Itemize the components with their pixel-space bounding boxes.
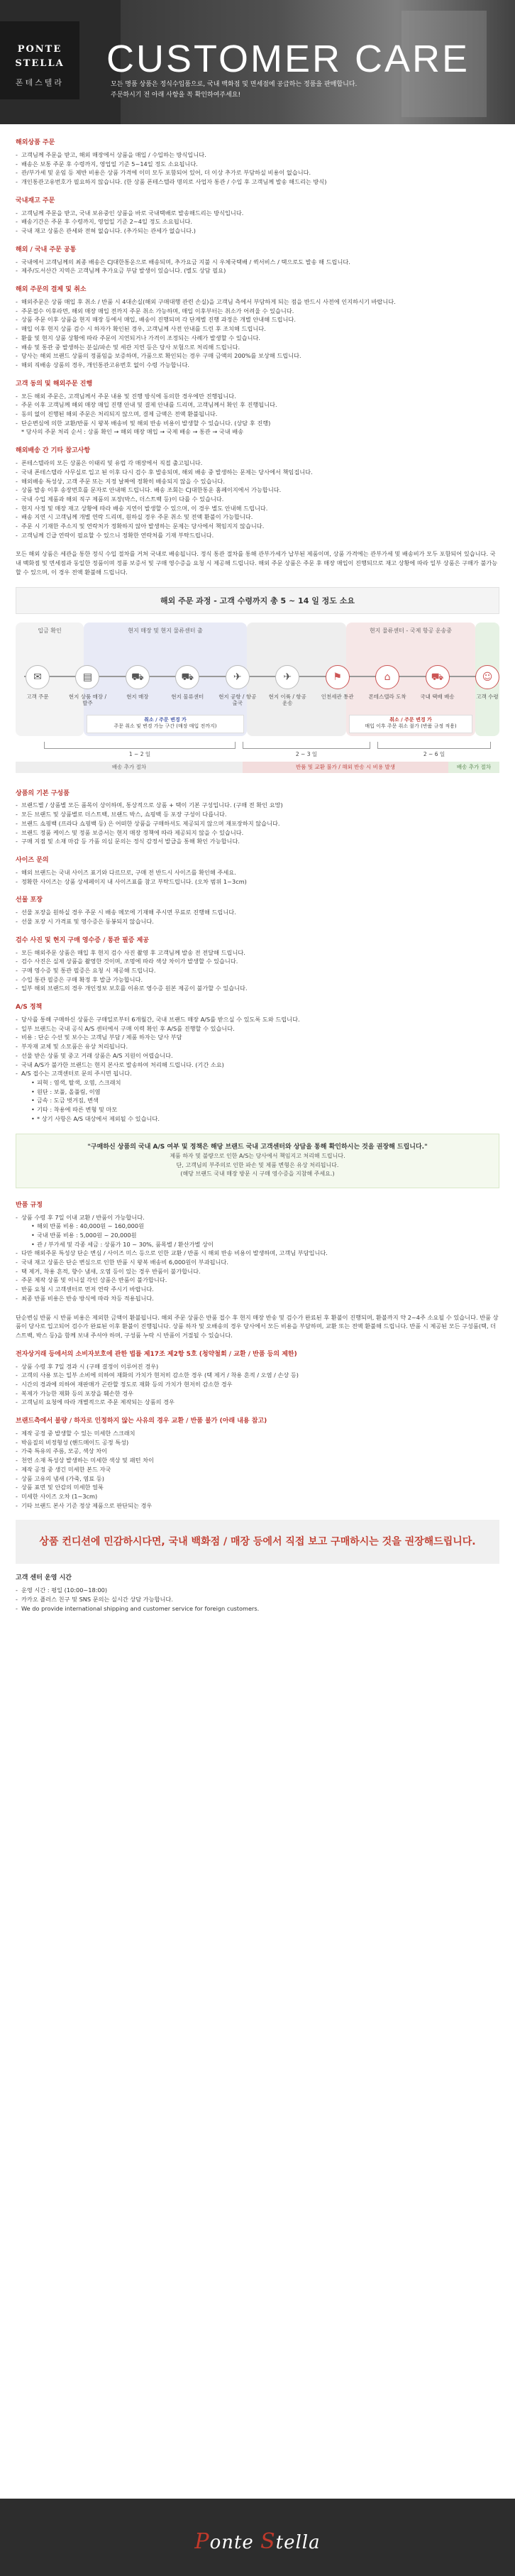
diagram-stage — [16, 623, 499, 775]
logo-initial: S — [260, 2529, 276, 2554]
section-title: 전자상거래 등에서의 소비자보호에 관한 법률 제17조 제2항 5호 (청약철회 / 교환 / 반품 등의 제한) — [16, 1350, 297, 1358]
list-item: - 관/부가세 및 운임 등 제반 비용은 상품 가격에 이미 모두 포함되어 있어, 더 이상 추가로 부담하실 비용이 없습니다. — [16, 168, 499, 177]
step-icon: ⌂ — [375, 665, 399, 689]
list-item: - 부자재 교체 및 소모품은 유상 처리됩니다. — [16, 1042, 499, 1051]
section-list — [16, 948, 499, 994]
section-title: 사이즈 문의 — [16, 856, 49, 864]
list-item: - 가죽 특유의 주름, 모공, 색상 차이 — [16, 1447, 499, 1456]
sub-list-item: • 피혁 : 염색, 탈색, 오염, 스크래치 — [16, 1078, 499, 1087]
brand-korean: 폰테스텔라 — [15, 78, 65, 88]
section — [16, 896, 499, 926]
step-icon: ✉ — [26, 665, 50, 689]
list-item: - 단순변심에 의한 교환/반품 시 왕복 배송비 및 해외 반송 비용이 발생할 수 있습니다. (상담 후 진행) — [16, 419, 499, 428]
zone-label: 입금 확인 — [38, 627, 62, 634]
list-item: - 주문 시 기재한 주소지 및 연락처가 정확하지 않아 발생하는 문제는 당사에서 책임지지 않습니다. — [16, 522, 499, 531]
sub-list-item: • 원단 : 보풀, 올풀림, 이염 — [16, 1087, 499, 1097]
step-label: 고객 수령 — [476, 693, 499, 700]
list-item: - 선물 받은 상품 및 중고 거래 상품은 A/S 지원이 어렵습니다. — [16, 1051, 499, 1060]
section — [16, 197, 499, 236]
brace-phase3 — [377, 742, 491, 749]
list-item: - 천연 소재 특성상 발생하는 미세한 색상 및 패턴 차이 — [16, 1456, 499, 1465]
list-item: - 다만 해외주문 특성상 단순 변심 / 사이즈 미스 등으로 인한 교환 / 반품 시 해외 반송 비용이 발생하며, 고객님 부담입니다. — [16, 1249, 499, 1258]
list-item: - 미세한 사이즈 오차 (1~3cm) — [16, 1492, 499, 1501]
list-item: - 선물 포장 시 가격표 및 영수증은 동봉되지 않습니다. — [16, 917, 499, 926]
step-label: 폰테스텔라 도착 — [368, 693, 406, 700]
section — [16, 1417, 499, 1510]
list-item: - 상품 수령 후 7일 이내 교환 / 반품이 가능합니다. — [16, 1213, 499, 1222]
note-text: 주문 취소 및 변경 가능 구간 (매장 매입 전까지) — [113, 723, 217, 729]
list-item: - 구매 영수증 및 통관 필증은 요청 시 제공해 드립니다. — [16, 966, 499, 975]
list-item: - 고객님의 요청에 따라 개별적으로 주문 제작되는 상품의 경우 — [16, 1398, 499, 1407]
list-item: - 상품 발송 이후 송장번호를 문자로 안내해 드립니다. 배송 조회는 CJ대한통운 홈페이지에서 가능합니다. — [16, 486, 499, 495]
list-item: - 고객님께 긴급 연락이 필요할 수 있으니 정확한 연락처를 기재 부탁드립니다. — [16, 531, 499, 540]
section-list — [16, 1429, 499, 1510]
sub-list-item: • 국내 반품 비용 : 5,000원 ~ 20,000원 — [16, 1231, 499, 1240]
section — [16, 1201, 499, 1303]
brace-label-phase1: 1 ~ 2 일 — [128, 750, 151, 757]
list-item: - 모든 브랜드 및 상품별로 더스트백, 브랜드 박스, 쇼핑백 등 포장 구성이 다릅니다. — [16, 810, 499, 819]
sub-list-item: • 관 / 부가세 및 각종 세금 : 상품가 10 ~ 30%, 품목별 / 환산가별 상이 — [16, 1240, 499, 1249]
list-item: - 택 제거, 착용 흔적, 향수 냄새, 오염 등이 있는 경우 반품이 불가합니다. — [16, 1267, 499, 1276]
section-title: 고객 동의 및 해외주문 진행 — [16, 380, 93, 388]
list-item: - We do provide international shipping and customer service for foreign customers. — [16, 1604, 499, 1613]
list-item: - 기타 브랜드 본사 기준 정상 제품으로 판단되는 경우 — [16, 1501, 499, 1511]
list-item: - 국내 재고 상품은 단순 변심으로 인한 반품 시 왕복 배송비 6,000원이 부과됩니다. — [16, 1258, 499, 1267]
list-item: - 브랜드 쇼핑백 (프라다 쇼핑백 등) 은 어떠한 상품을 구매하셔도 제공되지 않으며 재포장하지 않습니다. — [16, 819, 499, 828]
step-label: 현지 매장 — [126, 693, 149, 700]
brand-line1: PONTE — [17, 44, 62, 55]
step-icon: ⚑ — [326, 665, 350, 689]
notice-line2: 제품 하자 및 불량으로 인한 A/S는 당사에서 책임지고 처리해 드립니다. — [170, 1153, 345, 1160]
order-process-diagram — [16, 587, 499, 775]
section — [16, 380, 499, 437]
brace-phase2 — [243, 742, 370, 749]
list-item: - 운영 시간 : 평일 (10:00~18:00) — [16, 1586, 499, 1595]
list-item: - 주문 이후 고객님께 해외 매장 매입 진행 안내 및 결제 안내를 드리며, 고객님께서 확인 후 진행됩니다. — [16, 400, 499, 410]
step-label: 인천세관 통관 — [321, 693, 354, 700]
logo-word: tella — [275, 2532, 321, 2553]
list-item: - 제주/도서산간 지역은 고객님께 추가요금 부담 발생이 있습니다. (별도 상담 필요) — [16, 266, 499, 275]
section-title: 브랜드측에서 불량 / 하자로 인정하지 않는 사유의 경우 교환 / 반품 불가 (아래 내용 참고) — [16, 1418, 267, 1425]
logo-word: onte — [209, 2532, 261, 2553]
section — [16, 446, 499, 539]
brand-line2: STELLA — [15, 58, 65, 70]
list-item: - 정확한 사이즈는 상품 상세페이지 내 사이즈표를 참고 부탁드립니다. (오차 범위 1~3cm) — [16, 877, 499, 887]
section — [16, 246, 499, 275]
step-icon: ▤ — [75, 665, 99, 689]
brace-label-phase2: 2 ~ 3 일 — [295, 750, 318, 757]
list-item: - A/S 접수는 고객센터로 문의 주시면 됩니다. — [16, 1069, 499, 1078]
list-item: - 국내 수입 제품과 해외 직구 제품의 포장(박스, 더스트백 등)이 다를 수 있습니다. — [16, 495, 499, 504]
step-label: 현지 공항 / 항공 출국 — [218, 693, 257, 707]
list-item: - 개인통관고유번호가 필요하지 않습니다. (한 상품 폰테스텔라 명의로 사업자 통관 / 수입 후 고객님께 발송 해드리는 방식) — [16, 177, 499, 187]
list-item: - 수입 통관 필증은 구매 확정 후 발급 가능합니다. — [16, 975, 499, 985]
sub-list-item: • 해외 반품 비용 : 40,000원 ~ 160,000원 — [16, 1222, 499, 1231]
section-list — [16, 868, 499, 886]
step-icon: ⛟ — [426, 665, 450, 689]
section-list — [16, 908, 499, 926]
page-title: CUSTOMER CARE — [106, 38, 470, 80]
list-item: - 주문 제작 상품 및 이니셜 각인 상품은 반품이 불가합니다. — [16, 1276, 499, 1285]
list-item: - 고객님께 주문을 받고, 해외 매장에서 상품을 매입 / 수입하는 방식입니다. — [16, 150, 499, 160]
list-item: - 브랜드 정품 케이스 및 정품 보증서는 현지 매장 정책에 따라 제공되지 않을 수 있습니다. — [16, 828, 499, 838]
section-title: 해외 주문의 결제 및 취소 — [16, 286, 87, 294]
list-item: - 고객의 사용 또는 일부 소비에 의하여 재화의 가치가 현저히 감소한 경우 (택 제거 / 착용 흔적 / 오염 / 손상 등) — [16, 1371, 499, 1380]
as-notice-box — [16, 1134, 499, 1188]
section-title: 반품 규정 — [16, 1201, 43, 1209]
notice-line1: "구매하신 상품의 국내 A/S 여부 및 정책은 해당 브랜드 국내 고객센터와 상담을 통해 확인하시는 것을 권장해 드립니다." — [87, 1143, 428, 1151]
list-item: - 배송은 보통 주문 후 수령까지, 영업일 기준 5~14일 정도 소요됩니다. — [16, 160, 499, 169]
list-item: - 비용 : 단순 수선 및 보수는 고객님 부담 / 제품 하자는 당사 부담 — [16, 1033, 499, 1042]
list-item: - 국내 A/S가 불가한 브랜드는 현지 본사로 발송하여 처리해 드립니다. (기간 소요) — [16, 1060, 499, 1070]
main-content — [0, 124, 515, 1613]
list-item: - 주문접수 이후라면, 해외 매장 매입 전까지 주문 취소 가능하며, 매입 이후부터는 취소가 어려울 수 있습니다. — [16, 307, 499, 316]
list-item: - 국내 재고 상품은 관세와 전혀 없습니다. (추가되는 관세가 없습니다.) — [16, 226, 499, 236]
brand-logo — [0, 21, 79, 99]
list-item: - 브랜드별 / 상품별 모든 품목이 상이하며, 통상적으로 상품 + 택이 기본 구성입니다. (구매 전 확인 요망) — [16, 801, 499, 810]
notice-line4: (해당 브랜드 국내 매장 방문 시 구매 영수증을 지참해 주세요.) — [180, 1171, 335, 1178]
step-icon: ✈ — [275, 665, 299, 689]
section-list — [16, 150, 499, 187]
brace-phase1 — [44, 742, 236, 749]
section-title: A/S 정책 — [16, 1004, 43, 1012]
header-subtitle-line2: 주문하시기 전 아래 사항을 꼭 확인하여주세요! — [111, 92, 241, 99]
notice-line3: 단, 고객님의 부주의로 인한 파손 및 제품 변형은 유상 처리됩니다. — [176, 1161, 339, 1168]
list-item: - 상품 표면 및 안감의 미세한 얼룩 — [16, 1483, 499, 1492]
list-item: - 당사는 해외 브랜드 상품의 정품임을 보증하며, 가품으로 확인되는 경우 구매 금액의 200%를 보상해 드립니다. — [16, 351, 499, 361]
section-note: * 당사의 주문 처리 순서 : 상품 확인 → 해외 매장 매입 → 국제 배송 → 통관 → 국내 배송 — [21, 428, 244, 436]
section — [16, 936, 499, 993]
list-item: - 환율 및 현지 상품 상황에 따라 주문이 지연되거나 가격이 조정되는 사례가 발생할 수 있습니다. — [16, 334, 499, 343]
section-list — [16, 1362, 499, 1408]
list-item: - 모든 해외주문 상품은 매입 후 현지 검수 사진 촬영 후 고객님께 발송 전 전달해 드립니다. — [16, 948, 499, 958]
section-list — [16, 297, 499, 370]
list-item: - 모든 해외 주문은, 고객님께서 주문 내용 및 진행 방식에 동의한 경우에만 진행됩니다. — [16, 392, 499, 401]
recommendation-banner: 상품 컨디션에 민감하시다면, 국내 백화점 / 매장 등에서 직접 보고 구매하시는 것을 권장해드립니다. — [16, 1520, 499, 1564]
bottom-label-gray: 배송 추가 절차 — [16, 762, 243, 773]
list-item: - 상품 고유의 냄새 (가죽, 염료 등) — [16, 1474, 499, 1484]
cancel-restricted-note — [349, 715, 472, 733]
step-icon: ⛟ — [175, 665, 199, 689]
list-item: - 배송기간은 주문 후 수령까지, 영업일 기준 2~4일 정도 소요됩니다. — [16, 217, 499, 226]
bottom-label-pink: 반품 및 교환 불가 / 해외 반송 시 비용 발생 — [243, 762, 448, 773]
zone-label: 현지 매장 및 현지 물류센터 출 — [128, 627, 203, 634]
section-title: 해외배송 간 기타 참고사항 — [16, 447, 91, 455]
section-list — [16, 801, 499, 846]
section-list — [16, 1213, 499, 1303]
cancel-allowed-note — [87, 715, 244, 733]
list-item: - 제작 공정 중 발생할 수 있는 미세한 스크래치 — [16, 1429, 499, 1438]
section-contact — [16, 1574, 499, 1613]
list-item: - 상품 수령 후 7일 경과 시 (구매 결정이 이루어진 경우) — [16, 1362, 499, 1371]
footer — [0, 2499, 515, 2576]
sub-list-item: • * 상기 사항은 A/S 대상에서 제외될 수 있습니다. — [16, 1114, 499, 1124]
list-item: - 일부 해외 브랜드의 경우 개인정보 보호를 이유로 영수증 원본 제공이 불가할 수 있습니다. — [16, 984, 499, 993]
diagram-bottom-row — [16, 762, 499, 774]
section-list — [16, 459, 499, 539]
list-item: - 폰테스텔라의 모든 상품은 이태리 및 유럽 각 매장에서 직접 출고됩니다. — [16, 459, 499, 468]
section — [16, 789, 499, 846]
zone-label: 현지 물류센터 - 국제 항공 운송중 — [369, 627, 453, 634]
sub-list-item: • 기타 : 착용에 따른 변형 및 마모 — [16, 1105, 499, 1114]
list-item: - 현지 사정 및 매장 재고 상황에 따라 배송 지연이 발생할 수 있으며, 이 경우 별도 안내해 드립니다. — [16, 504, 499, 513]
section-list — [16, 209, 499, 236]
brace-label-phase3: 2 ~ 6 일 — [423, 750, 445, 757]
section — [16, 138, 499, 187]
list-item: - 해외 직배송 상품의 경우, 개인통관고유번호 없이 수령 가능합니다. — [16, 361, 499, 370]
note-title: 취소 / 주문 변경 가 — [144, 716, 187, 723]
note-title: 취소 / 주문 변경 가 — [389, 716, 432, 723]
section-title: 상품의 기본 구성품 — [16, 789, 70, 797]
bottom-label-green: 배송 추가 절차 — [448, 762, 499, 773]
list-item: - 해외배송 특성상, 고객 주문 또는 지정 날짜에 정확히 배송되지 않을 수 있습니다. — [16, 477, 499, 486]
list-item: - 국내 폰테스텔라 사무실로 입고 된 이후 다시 검수 후 발송되며, 해외 배송 중 발생하는 문제는 당사에서 책임집니다. — [16, 468, 499, 477]
list-item: - 제작 공정 중 생긴 미세한 본드 자국 — [16, 1465, 499, 1474]
section-title: 해외 / 국내 주문 공통 — [16, 246, 77, 253]
list-item: - 구매 지점 및 소재 마감 등 가품 의심 문의는 정식 감정서 발급을 통해 확인 가능합니다. — [16, 837, 499, 846]
note-text: 매입 이후 주문 취소 불가 (반품 규정 적용) — [365, 723, 457, 729]
section-title: 선물 포장 — [16, 897, 43, 904]
list-item: - 배송 지연 시 고객님께 개별 연락 드리며, 원하실 경우 주문 취소 및 전액 환불이 가능합니다. — [16, 513, 499, 522]
diagram-heading: 해외 주문 과정 - 고객 수령까지 총 5 ~ 14 일 정도 소요 — [16, 587, 499, 614]
section-title: 해외상품 주문 — [16, 139, 55, 146]
section-list — [16, 1015, 499, 1123]
list-item: - 선물 포장을 원하실 경우 주문 시 배송 메모에 기재해 주시면 무료로 진행해 드립니다. — [16, 908, 499, 917]
step-icon: ☺ — [475, 665, 499, 689]
list-item: - 해외 브랜드는 국내 사이즈 표기와 다르므로, 구매 전 반드시 사이즈를 확인해 주세요. — [16, 868, 499, 877]
list-item: - 당사를 통해 구매하신 상품은 구매일로부터 6개월간, 국내 브랜드 매장 A/S를 받으실 수 있도록 도와 드립니다. — [16, 1015, 499, 1024]
list-item: - 검수 사진은 실제 상품을 촬영한 것이며, 조명에 따라 색상 차이가 발생할 수 있습니다. — [16, 957, 499, 966]
step-label: 현지 이륙 / 항공 운송 — [268, 693, 306, 707]
list-item: - 해외주문은 상품 매입 후 취소 / 반품 시 4대손실(해외 구매대행 관련 손실)을 고객님 측에서 부담하게 되는 점을 반드시 사전에 인지하시기 바랍니다. — [16, 297, 499, 307]
footer-logo — [0, 2499, 515, 2559]
header-banner — [0, 0, 515, 124]
list-item: - 고객님께 주문을 받고, 국내 보유중인 상품을 바로 국내택배로 발송해드리는 방식입니다. — [16, 209, 499, 218]
paragraph-refund: 단순변심 반품 시 반품 비용은 제외한 금액이 환불됩니다. 해외 주문 상품은 반품 접수 후 현지 매장 반송 및 검수가 완료된 후 환불이 진행되며, 환불까지 약 2~4주 소요될 수 있습니다. 반품 상품이 당사로 입고되어 검수가 완료된 이후 환불이 진행됩니다. 상품 하자 및 오배송의 경우 당사에서 모든 비용을 부담하며, 교환 또는 전액 환불해 드립니다. 반품 시 제공된 모든 구성품(택, 더스트백, 박스 등)을 함께 보내 주셔야 하며, 구성품 누락 시 반품이 거절될 수 있습니다. — [16, 1313, 499, 1339]
header-subtitle-line1: 모든 명품 상품은 정식수입품으로, 국내 백화점 및 면세점에 공급하는 정품을 판매합니다. — [111, 81, 358, 88]
list-item: - 복제가 가능한 재화 등의 포장을 훼손한 경우 — [16, 1389, 499, 1398]
step-icon: ✈ — [226, 665, 250, 689]
list-item: - 반품 요청 시 고객센터로 먼저 연락 주시기 바랍니다. — [16, 1285, 499, 1294]
list-item: - 상품 주문 이후 상품을 현지 매장 등에서 매입, 배송이 진행되며 각 단계별 진행 과정은 개별 안내해 드립니다. — [16, 315, 499, 324]
step-icon: ⛟ — [126, 665, 150, 689]
list-item: - 국내에서 고객님께의 최종 배송은 CJ대한통운으로 배송되며, 추가요금 지불 시 우체국택배 / 퀵서비스 / 택으로도 발송 해 드립니다. — [16, 258, 499, 267]
section-list — [16, 392, 499, 437]
section — [16, 285, 499, 370]
list-item: - 배송 및 통관 중 발생하는 분실/파손 및 세관 지연 등은 당사 보험으로 처리해 드립니다. — [16, 343, 499, 352]
section-title: 고객 센터 운영 시간 — [16, 1574, 72, 1582]
list-item: - 일부 브랜드는 국내 공식 A/S 센터에서 구매 이력 확인 후 A/S를 진행할 수 있습니다. — [16, 1024, 499, 1034]
section — [16, 856, 499, 886]
list-item: - 매입 이후 현지 상품 검수 시 하자가 확인된 경우, 고객님께 사전 안내를 드린 후 조치해 드립니다. — [16, 324, 499, 334]
logo-initial: P — [194, 2529, 210, 2554]
list-item: - 최종 반품 비용은 반송 방식에 따라 차등 적용됩니다. — [16, 1294, 499, 1303]
step-label: 고객 주문 — [26, 693, 49, 700]
paragraph-customs: 모든 해외 상품은 세관을 통한 정식 수입 절차를 거쳐 국내로 배송됩니다. 정식 통관 절차를 통해 관부가세가 납부된 제품이며, 상품 가격에는 관부가세 및 배송비가 모두 포함되어 있습니다. 국내 백화점 및 면세점과 동일한 정품이며 정품 보증서 및 구매 영수증을 요청 시 제공해 드립니다. 해외 주문 상품은 주문 후 매장 매입이 진행되므로 재고 상황에 따라 일부 상품은 구매가 불가능할 수 있으며, 이 경우 전액 환불해 드립니다. — [16, 550, 498, 576]
list-item: - 시간의 경과에 의하여 재판매가 곤란할 정도로 재화 등의 가치가 현저히 감소한 경우 — [16, 1380, 499, 1389]
contact-list — [16, 1586, 499, 1613]
section-title: 국내재고 주문 — [16, 197, 55, 204]
section — [16, 1350, 499, 1407]
list-item: - 동의 없이 진행된 해외 주문은 처리되지 않으며, 결제 금액은 전액 환불됩니다. — [16, 410, 499, 419]
section-title: 검수 사진 및 현지 구매 영수증 / 통관 필증 제공 — [16, 936, 149, 944]
header-subtitle — [111, 80, 480, 102]
step-label: 현지 상품 매장 / 발주 — [68, 693, 107, 707]
section — [16, 1003, 499, 1123]
step-label: 현지 물류센터 — [171, 693, 204, 700]
section-list — [16, 258, 499, 275]
step-label: 국내 택배 배송 — [420, 693, 455, 700]
list-item: - 카카오 플러스 친구 및 SNS 문의는 실시간 상담 가능합니다. — [16, 1595, 499, 1604]
sub-list-item: • 금속 : 도금 벗겨짐, 변색 — [16, 1096, 499, 1105]
list-item: - 박음질의 비정형성 (핸드메이드 공정 특성) — [16, 1438, 499, 1447]
